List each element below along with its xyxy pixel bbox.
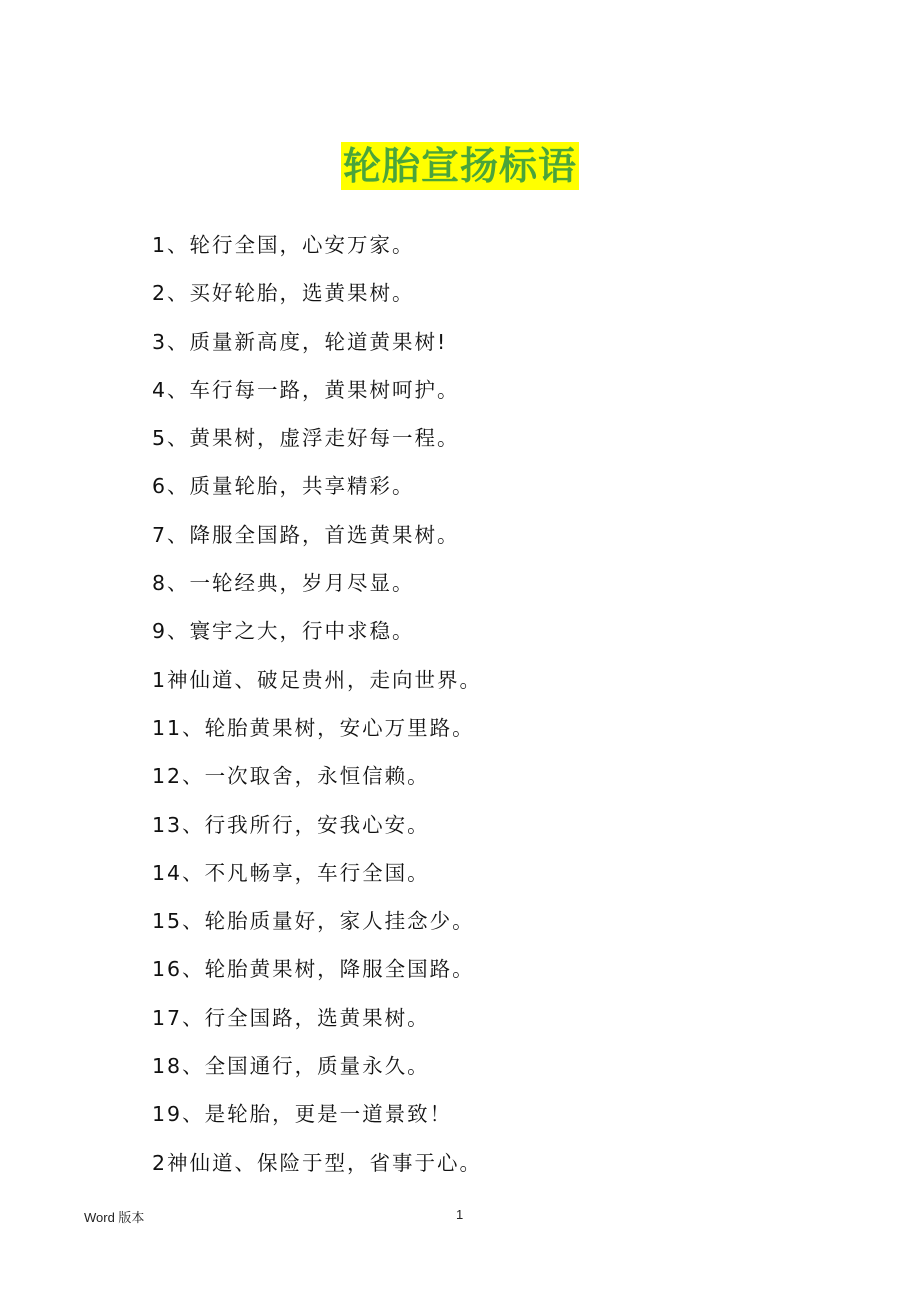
list-item: 9、寰宇之大，行中求稳。 <box>152 619 415 644</box>
page-number: 1 <box>456 1207 464 1222</box>
list-item: 1神仙道、破足贵州，走向世界。 <box>152 667 483 692</box>
list-item: 3、质量新高度，轮道黄果树! <box>152 329 448 354</box>
list-item: 17、行全国路，选黄果树。 <box>152 1005 430 1030</box>
list-item: 16、轮胎黄果树，降服全国路。 <box>152 957 475 982</box>
list-item: 13、行我所行，安我心安。 <box>152 812 430 837</box>
list-item: 1、轮行全国，心安万家。 <box>152 233 415 257</box>
list-item: 14、不凡畅享，车行全国。 <box>152 860 430 885</box>
list-item: 19、是轮胎，更是一道景致！ <box>152 1102 453 1127</box>
list-item: 15、轮胎质量好，家人挂念少。 <box>152 909 475 934</box>
list-item: 7、降服全国路，首选黄果树。 <box>152 522 460 547</box>
list-item: 18、全国通行，质量永久。 <box>152 1054 430 1079</box>
list-item: 2神仙道、保险于型，省事于心。 <box>152 1150 483 1175</box>
list-item: 8、一轮经典，岁月尽显。 <box>152 571 415 596</box>
footer-version-label: Word 版本 <box>84 1210 145 1225</box>
title-container <box>0 142 920 190</box>
list-item: 11、轮胎黄果树，安心万里路。 <box>152 715 475 740</box>
list-item: 6、质量轮胎，共享精彩。 <box>152 474 415 499</box>
list-item: 12、一次取舍，永恒信赖。 <box>152 764 430 789</box>
list-item: 5、黄果树，虚浮走好每一程。 <box>152 426 460 451</box>
document-title: 轮胎宣扬标语 <box>342 143 577 188</box>
list-item: 2、买好轮胎，选黄果树。 <box>152 281 415 306</box>
slogan-list <box>152 227 482 1193</box>
list-item: 4、车行每一路，黄果树呵护。 <box>152 377 460 402</box>
